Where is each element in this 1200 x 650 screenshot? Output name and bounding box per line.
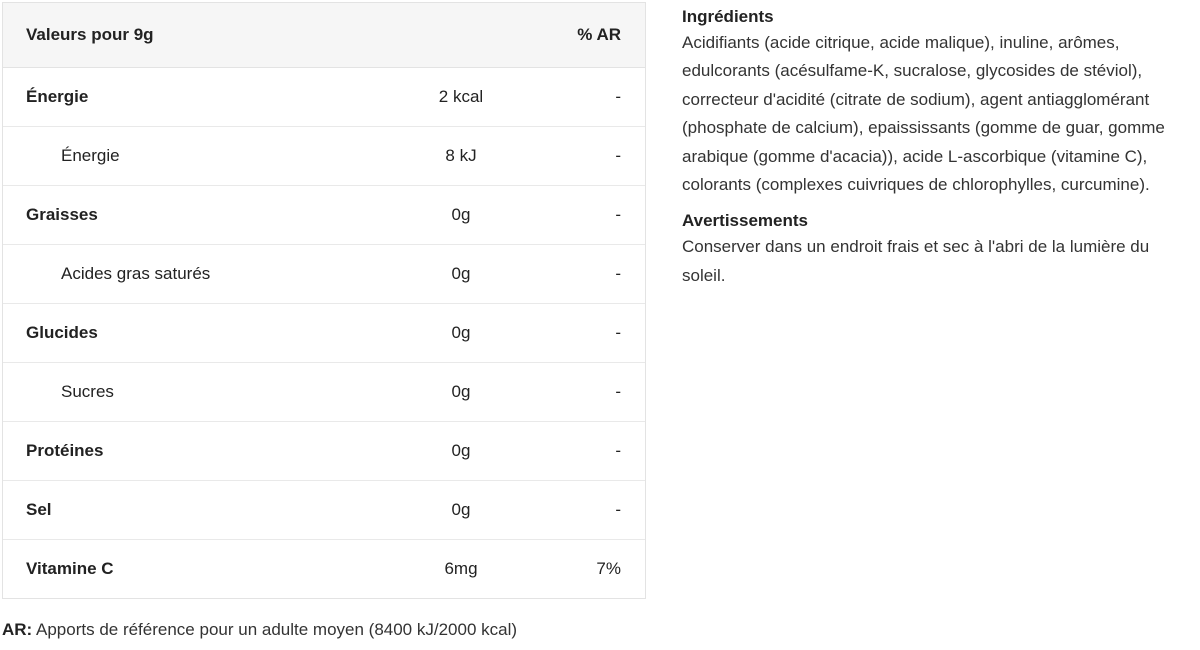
row-value: 6mg xyxy=(356,540,566,599)
ingredients-text: Acidifiants (acide citrique, acide malique), inuline, arômes, edulcorants (acésulfame-K, sucralose, glycosides de stéviol), correcteur d'acidité (citrate de sodium), agent antiagglomérant (phosphate de calcium), epaississants (gomme de guar, gomme arabique (gomme d'acacia)), acide L-ascorbique (vitamine C), colorants (complexes cuivriques de chlorophylles, curcumine). xyxy=(682,33,1165,195)
row-name: Protéines xyxy=(3,422,356,481)
row-value: 0g xyxy=(356,245,566,304)
product-info xyxy=(682,5,1194,300)
footnote-text: Apports de référence pour un adulte moyen (8400 kJ/2000 kcal) xyxy=(32,620,518,639)
row-name: Énergie xyxy=(26,87,89,106)
row-name: Sucres xyxy=(3,363,356,422)
warnings-title: Avertissements xyxy=(682,211,808,231)
reference-footnote xyxy=(2,620,517,640)
table-row xyxy=(3,186,645,245)
table-row xyxy=(3,68,645,127)
row-name: Graisses xyxy=(3,186,356,245)
row-ar: - xyxy=(566,363,645,422)
row-value: 0g xyxy=(356,363,566,422)
row-name: Sel xyxy=(3,481,356,540)
row-ar: - xyxy=(566,304,645,363)
row-value: 0g xyxy=(356,186,566,245)
row-name: Glucides xyxy=(3,304,356,363)
row-ar: - xyxy=(566,422,645,481)
footnote-label: AR: xyxy=(2,620,33,639)
table-row xyxy=(3,363,645,422)
table-row xyxy=(3,245,645,304)
row-ar: - xyxy=(566,245,645,304)
row-name: Vitamine C xyxy=(3,540,356,599)
header-name: Valeurs pour 9g xyxy=(3,3,356,68)
header-value xyxy=(356,3,566,68)
table-row xyxy=(3,481,645,540)
nutrition-table xyxy=(2,2,646,599)
table-row xyxy=(3,422,645,481)
ingredients-title: Ingrédients xyxy=(682,7,774,26)
row-value: 0g xyxy=(356,481,566,540)
table-row xyxy=(3,540,645,599)
header-ar: % AR xyxy=(566,3,645,68)
table-header xyxy=(3,3,645,68)
row-name: Énergie xyxy=(3,127,356,186)
table-row xyxy=(3,304,645,363)
row-ar: - xyxy=(566,127,645,186)
warnings-text: Conserver dans un endroit frais et sec à l'abri de la lumière du soleil. xyxy=(682,237,1150,285)
row-value: 8 kJ xyxy=(356,127,566,186)
row-value: 0g xyxy=(356,304,566,363)
row-value: 0g xyxy=(356,422,566,481)
row-ar: 7% xyxy=(566,540,645,599)
row-name: Acides gras saturés xyxy=(3,245,356,304)
table-row xyxy=(3,127,645,186)
row-ar: - xyxy=(566,481,645,540)
row-ar: - xyxy=(566,186,645,245)
row-ar: - xyxy=(615,87,621,106)
row-value: 2 kcal xyxy=(438,87,484,106)
